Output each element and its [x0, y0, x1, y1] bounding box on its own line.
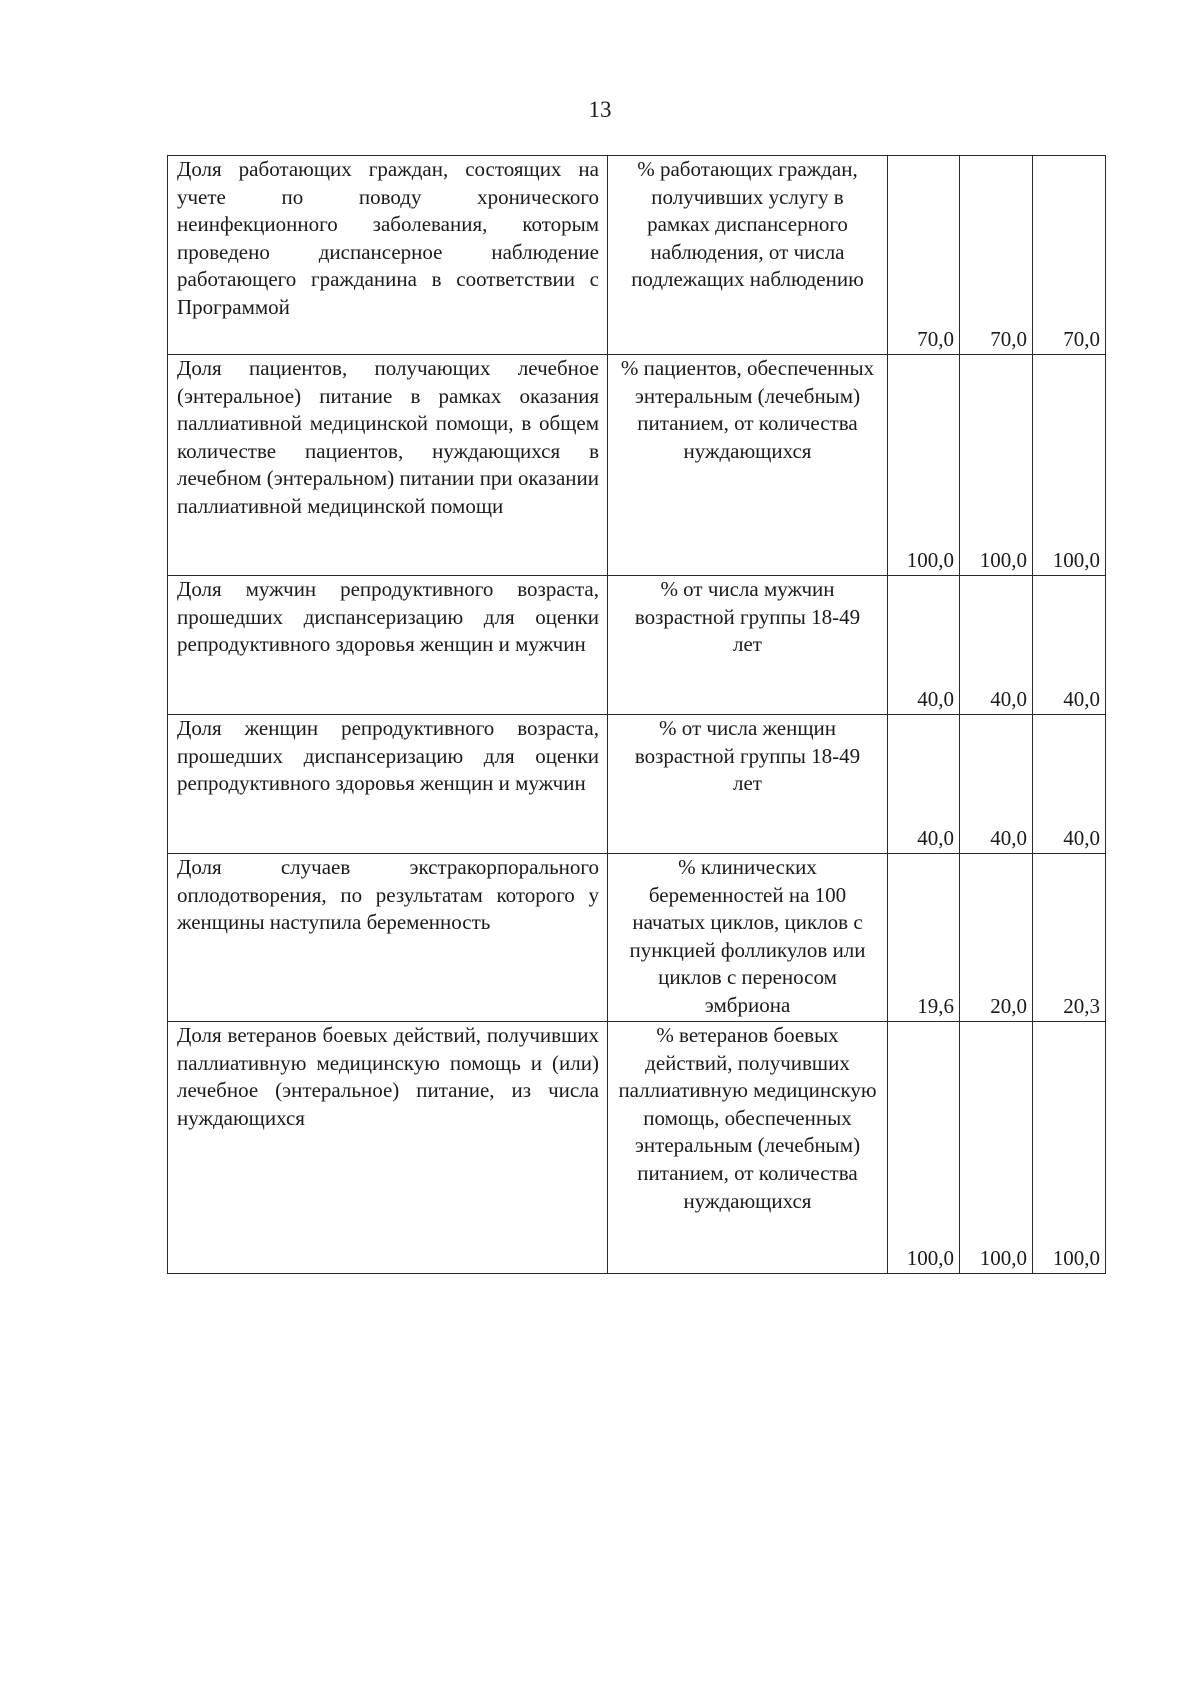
indicator-unit: % работающих граждан, получивших услугу в рамках диспансерного наблюдения, от числа подлежащих наблюдению	[608, 156, 888, 355]
value-year-2: 20,0	[960, 854, 1033, 1022]
page-number: 13	[588, 97, 612, 122]
value-year-1: 19,6	[888, 854, 960, 1022]
indicator-unit: % от числа женщин возрастной группы 18-49 лет	[608, 715, 888, 854]
indicator-unit: % пациентов, обеспеченных энтеральным (лечебным) питанием, от количества нуждающихся	[608, 355, 888, 576]
table-row	[168, 715, 1106, 854]
indicator-unit: % клинических беременностей на 100 начатых циклов, циклов с пункцией фолликулов или циклов с переносом эмбриона	[608, 854, 888, 1022]
indicator-name: Доля пациентов, получающих лечебное (энтеральное) питание в рамках оказания паллиативной медицинской помощи, в общем количестве пациентов, нуждающихся в лечебном (энтеральном) питании при оказании паллиативной медицинской помощи	[168, 355, 608, 576]
table-row	[168, 156, 1106, 355]
indicator-name: Доля женщин репродуктивного возраста, прошедших диспансеризацию для оценки репродуктивного здоровья женщин и мужчин	[168, 715, 608, 854]
table-row	[168, 1022, 1106, 1274]
indicator-name: Доля работающих граждан, состоящих на учете по поводу хронического неинфекционного заболевания, которым проведено диспансерное наблюдение работающего гражданина в соответствии с Программой	[168, 156, 608, 355]
value-year-1: 70,0	[888, 156, 960, 355]
indicator-name: Доля мужчин репродуктивного возраста, прошедших диспансеризацию для оценки репродуктивного здоровья женщин и мужчин	[168, 576, 608, 715]
value-year-2: 100,0	[960, 355, 1033, 576]
value-year-3: 20,3	[1033, 854, 1106, 1022]
value-year-2: 40,0	[960, 576, 1033, 715]
indicators-table	[167, 155, 1106, 1274]
value-year-3: 40,0	[1033, 576, 1106, 715]
value-year-2: 70,0	[960, 156, 1033, 355]
indicator-unit: % ветеранов боевых действий, получивших паллиативную медицинскую помощь, обеспеченных энтеральным (лечебным) питанием, от количества нуждающихся	[608, 1022, 888, 1274]
value-year-1: 100,0	[888, 355, 960, 576]
value-year-3: 100,0	[1033, 1022, 1106, 1274]
value-year-3: 40,0	[1033, 715, 1106, 854]
value-year-3: 100,0	[1033, 355, 1106, 576]
value-year-1: 100,0	[888, 1022, 960, 1274]
value-year-2: 40,0	[960, 715, 1033, 854]
value-year-3: 70,0	[1033, 156, 1106, 355]
indicator-name: Доля случаев экстракорпорального оплодотворения, по результатам которого у женщины наступила беременность	[168, 854, 608, 1022]
value-year-1: 40,0	[888, 715, 960, 854]
indicator-name: Доля ветеранов боевых действий, получивших паллиативную медицинскую помощь и (или) лечебное (энтеральное) питание, из числа нуждающихся	[168, 1022, 608, 1274]
indicator-unit: % от числа мужчин возрастной группы 18-49 лет	[608, 576, 888, 715]
value-year-2: 100,0	[960, 1022, 1033, 1274]
table-row	[168, 576, 1106, 715]
table-row	[168, 854, 1106, 1022]
value-year-1: 40,0	[888, 576, 960, 715]
table-row	[168, 355, 1106, 576]
